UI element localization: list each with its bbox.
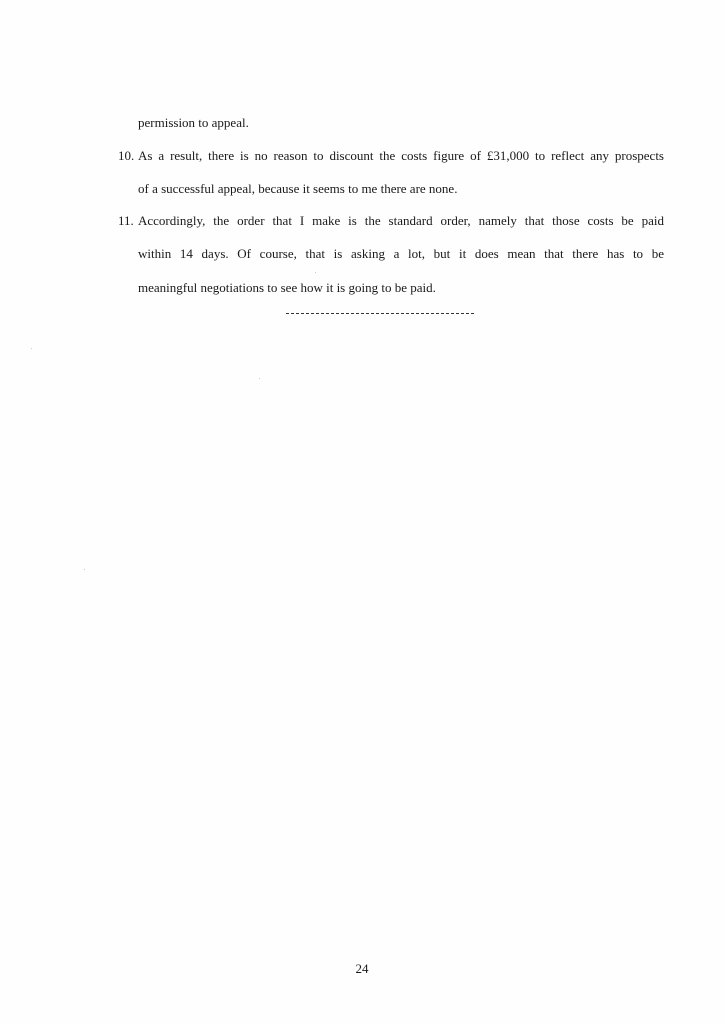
scan-speck: [259, 378, 260, 379]
separator-line: [286, 313, 474, 314]
paragraph-line: within 14 days. Of course, that is asking a lot, but it does mean that there has to be: [138, 246, 664, 261]
scan-speck: [315, 272, 316, 273]
paragraph-line: Accordingly, the order that I make is the standard order, namely that those costs be paid: [138, 213, 664, 228]
paragraph-line: meaningful negotiations to see how it is going to be paid.: [138, 280, 436, 295]
scan-speck: [31, 348, 32, 349]
paragraph-line: of a successful appeal, because it seems to me there are none.: [138, 181, 458, 196]
paragraph-number: 10.: [118, 148, 135, 163]
scan-speck: [84, 569, 85, 570]
page-number: 24: [355, 961, 369, 976]
paragraph-number: 11.: [118, 213, 134, 228]
paragraph-line: As a result, there is no reason to discount the costs figure of £31,000 to reflect any prospects: [138, 148, 664, 163]
continuation-text: permission to appeal.: [138, 115, 249, 130]
